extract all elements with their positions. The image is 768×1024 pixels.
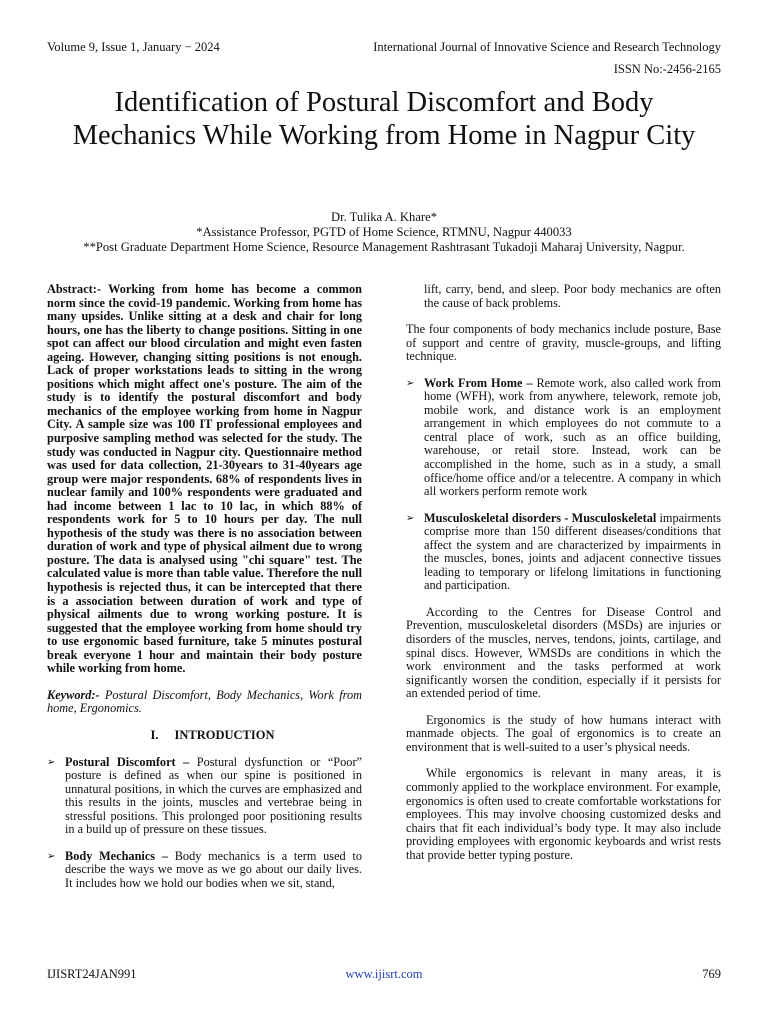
header-volume: Volume 9, Issue 1, January − 2024 <box>47 40 220 54</box>
ergonomics-paragraph-1: Ergonomics is the study of how humans interact with manmade objects. The goal of ergonomics is to create an environment that is well-suited to a user’s physical needs. <box>406 712 721 754</box>
arrow-bullet-icon: ➢ <box>406 377 415 389</box>
ergonomics-paragraph-2: While ergonomics is relevant in many areas, it is commonly applied to the workplace environment. For example, ergonomics is often used to create comfortable workstations for employees. This may involve choosing customized desks and chairs that fit each individual’s body type. It may also include providing employees with ergonomic keyboards and wrist rests that provide better typing posture. <box>406 766 721 862</box>
section-title: INTRODUCTION <box>174 727 275 742</box>
section-number: I. <box>150 727 159 742</box>
bullet-text: impairments comprise more than 150 different diseases/conditions that affect the system and are characterized by impairments in the muscles, bones, joints and adjacent connective tissues leading to temporary or lifelong limitations in functioning and participation. <box>424 510 721 593</box>
bullet-text: Remote work, also called work from home (WFH), work from anywhere, telework, remote job, mobile work, and distance work is an employment arrangement in which employees do not commute to a central place of work, such as an office building, warehouse, or retail store. Instead, work can be accomplished in the home, such as in a study, a small office/home office and/or a telecentre. A company in which all workers perform remote work <box>424 375 721 499</box>
paper-title: Identification of Postural Discomfort and Body Mechanics While Working from Home in Nagpur City <box>72 87 696 151</box>
bullet-postural-discomfort <box>47 756 362 837</box>
arrow-bullet-icon: ➢ <box>47 850 56 862</box>
bullet-musculoskeletal <box>406 512 721 593</box>
components-paragraph: The four components of body mechanics include posture, Base of support and centre of gravity, muscle-groups, and lifting technique. <box>406 322 721 364</box>
bullet-title: Musculoskeletal disorders - Musculoskeletal <box>424 510 657 525</box>
body-mechanics-continued: lift, carry, bend, and sleep. Poor body mechanics are often the cause of back problems. <box>424 282 721 310</box>
keyword-label: Keyword:- <box>47 687 100 702</box>
bullet-text: Body mechanics is a term used to describe the ways we move as we go about our daily lives. It includes how we hold our bodies when we sit, stand, <box>65 848 363 890</box>
arrow-bullet-icon: ➢ <box>406 512 415 524</box>
footer-url[interactable]: www.ijisrt.com <box>345 967 423 981</box>
bullet-body-mechanics <box>47 850 362 891</box>
arrow-bullet-icon: ➢ <box>47 756 56 768</box>
bullet-work-from-home <box>406 377 721 499</box>
bullet-title: Postural Discomfort – <box>65 754 190 769</box>
footer-code: IJISRT24JAN991 <box>47 967 137 981</box>
author-affiliation-1: *Assistance Professor, PGTD of Home Science, RTMNU, Nagpur 440033 <box>196 225 572 239</box>
abstract: Abstract:- Working from home has become a common norm since the covid-19 pandemic. Working from home has many upsides. Unlike sitting at a desk and chair for long hours, one has the liberty to change positions. Sitting in one spot can affect our blood circulation and might even fasten ageing. However, changing sitting positions is not enough. Lack of proper workstations leads to sitting in the wrong positions which might affect one's posture. The aim of the study is to identify the postural discomfort and body mechanics of the employee working from home in Nagpur City. A sample size was 100 IT professional employees and purposive sampling method was selected for the study. The study was conducted in Nagpur city. Questionnaire method was used for data collection, 21-30years to 31-40years age group were major respondents. 68% of respondents lives in nuclear family and 100% respondents were graduated and had income between 1 lac to 10 lac, in which 88% of respondents work for 5 to 10 hours per day. The null hypothesis of the study was there is no association between duration of work and type of physical ailment due to wrong posture. The data is analysed using "chi square" test. The calculated value is more than table value. Therefore the null hypothesis is rejected thus, it can be intercepted that there is a association between duration of work and type of physical ailments due to wrong working posture. It is suggested that the employee working from home should try to use ergonomic based furniture, take 5 minutes postural break everyone 1 hour and maintain their body posture while working from home. <box>47 282 362 676</box>
keywords <box>47 689 362 716</box>
author-name: Dr. Tulika A. Khare* <box>330 210 437 224</box>
header-issn: ISSN No:-2456-2165 <box>613 62 721 76</box>
keyword-text: Postural Discomfort, Body Mechanics, Work from home, Ergonomics. <box>47 687 362 716</box>
author-block <box>20 210 748 255</box>
bullet-text: Postural dysfunction or “Poor” posture is defined as when our spine is positioned in unnatural positions, in which the curves are emphasized and this results in the joints, muscles and vertebrae being in stressful positions. This prolonged poor positioning results in a build up of pressure on these tissues. <box>65 754 362 837</box>
right-column <box>406 283 721 862</box>
left-column <box>47 283 362 890</box>
bullet-title: Body Mechanics – <box>65 848 168 863</box>
author-affiliation-2: **Post Graduate Department Home Science, Resource Management Rashtrasant Tukadoji Maharaj University, Nagpur. <box>83 240 685 254</box>
bullet-title: Work From Home – <box>424 375 533 390</box>
header-journal: International Journal of Innovative Science and Research Technology <box>373 40 721 54</box>
footer-page-number: 769 <box>702 967 721 981</box>
section-heading <box>47 729 362 743</box>
cdc-paragraph: According to the Centres for Disease Control and Prevention, musculoskeletal disorders (MSDs) are injuries or disorders of the muscles, nerves, tendons, joints, cartilage, and spinal discs. However, WMSDs are conditions in which the work environment and the tasks performed at work significantly worsen the condition, especially if it persists for an extended period of time. <box>406 604 721 701</box>
